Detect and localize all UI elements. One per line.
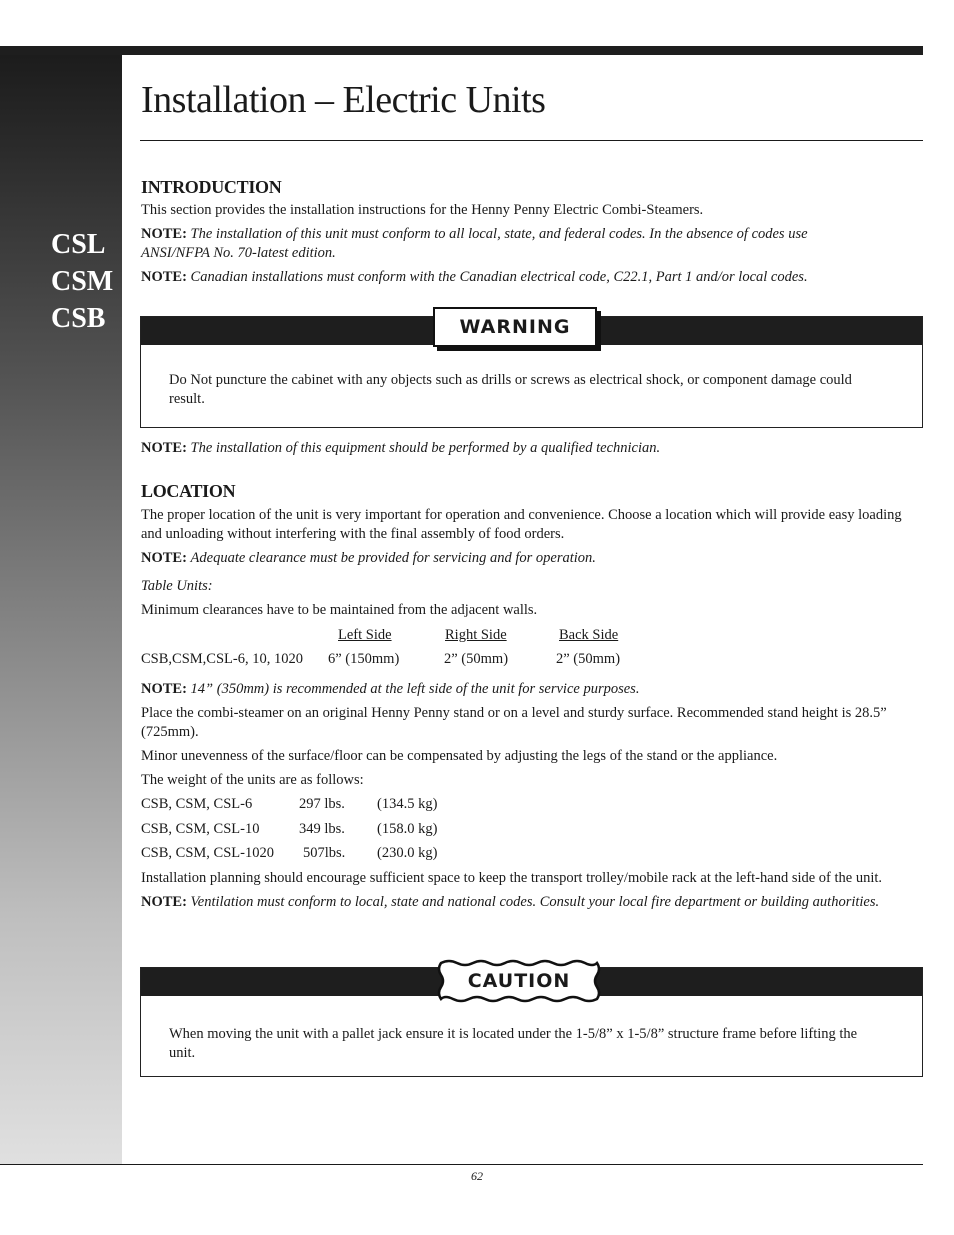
note-label: NOTE: (141, 269, 187, 285)
top-bar (0, 46, 923, 55)
weight-kg: (134.5 kg) (377, 796, 438, 812)
weight-lbs: 297 lbs. (299, 796, 345, 812)
warning-label: WARNING (433, 307, 597, 347)
table-units-label: Table Units: (141, 578, 213, 594)
location-final (141, 869, 921, 912)
location-heading: LOCATION (141, 481, 236, 501)
footer-divider (0, 1164, 923, 1165)
clearance-model: CSB,CSM,CSL-6, 10, 1020 (141, 651, 303, 667)
caution-label-text: CAUTION (467, 970, 571, 992)
note-label: NOTE: (141, 440, 187, 456)
note-text: The installation of this unit must conform to all local, state, and federal codes. In the absence of codes use ANSI/NFPA No. 70-latest edition. (141, 226, 808, 261)
model-list (51, 226, 113, 337)
sidebar (0, 55, 122, 1164)
clearance-left: 6” (150mm) (328, 651, 400, 667)
caution-text: When moving the unit with a pallet jack ensure it is located under the 1-5/8” x 1-5/8” structure frame before lifting the unit. (169, 1026, 858, 1061)
header-left-side: Left Side (338, 627, 392, 643)
model-csm: CSM (51, 266, 114, 297)
caution-box (140, 967, 923, 1077)
weight-intro: The weight of the units are as follows: (141, 772, 364, 788)
location-section (141, 480, 921, 620)
page-title: Installation – Electric Units (141, 79, 546, 121)
model-csb: CSB (51, 303, 106, 334)
clearance-right: 2” (50mm) (444, 651, 509, 667)
note-label: NOTE: (141, 550, 187, 566)
note-clearance (141, 549, 921, 568)
note-text: Ventilation must conform to local, state and national codes. Consult your local fire department or building authorities. (190, 894, 880, 910)
header-back-side: Back Side (559, 627, 619, 643)
note-text: Adequate clearance must be provided for servicing and for operation. (190, 550, 596, 566)
weight-lbs: 507lbs. (303, 845, 346, 861)
weight-kg: (158.0 kg) (377, 821, 438, 837)
note-ventilation (141, 893, 921, 912)
warning-text: Do Not puncture the cabinet with any objects such as drills or screws as electrical shock, or component damage could result. (169, 372, 852, 407)
header-right-side: Right Side (445, 627, 507, 643)
note-technician (141, 439, 921, 458)
note-canadian (141, 268, 921, 287)
warning-box (140, 316, 923, 428)
caution-label (435, 959, 603, 1003)
location-continued (141, 680, 921, 790)
clearance-back: 2” (50mm) (556, 651, 621, 667)
title-divider (140, 140, 923, 141)
note-codes (141, 225, 861, 263)
weight-kg: (230.0 kg) (377, 845, 438, 861)
note-service (141, 680, 921, 699)
model-csl: CSL (51, 229, 106, 260)
note-text: Canadian installations must conform with the Canadian electrical code, C22.1, Part 1 and/or local codes. (190, 269, 808, 285)
min-clearance-text: Minimum clearances have to be maintained from the adjacent walls. (141, 602, 538, 618)
planning-text: Installation planning should encourage sufficient space to keep the transport trolley/mobile rack at the left-hand side of the unit. (141, 870, 883, 886)
weight-model: CSB, CSM, CSL-10 (141, 821, 260, 837)
note-text: 14” (350mm) is recommended at the left side of the unit for service purposes. (190, 681, 640, 697)
note-label: NOTE: (141, 894, 187, 910)
weight-model: CSB, CSM, CSL-1020 (141, 845, 274, 861)
note-text: The installation of this equipment should be performed by a qualified technician. (190, 440, 661, 456)
weight-lbs: 349 lbs. (299, 821, 345, 837)
introduction-text: This section provides the installation instructions for the Henny Penny Electric Combi-Steamers. (141, 202, 704, 218)
note-label: NOTE: (141, 226, 187, 242)
introduction-heading: INTRODUCTION (141, 177, 282, 197)
page-number: 62 (471, 1169, 483, 1183)
note-label: NOTE: (141, 681, 187, 697)
unevenness-text: Minor unevenness of the surface/floor can be compensated by adjusting the legs of the stand or the appliance. (141, 748, 778, 764)
location-text: The proper location of the unit is very important for operation and convenience. Choose a location which will provide easy loading and unloading without interfering with the final assembly of food orders. (141, 507, 902, 542)
introduction-section (141, 176, 921, 287)
place-text: Place the combi-steamer on an original Henny Penny stand or on a level and sturdy surface. Recommended stand height is 28.5” (725mm). (141, 705, 887, 740)
weight-model: CSB, CSM, CSL-6 (141, 796, 253, 812)
